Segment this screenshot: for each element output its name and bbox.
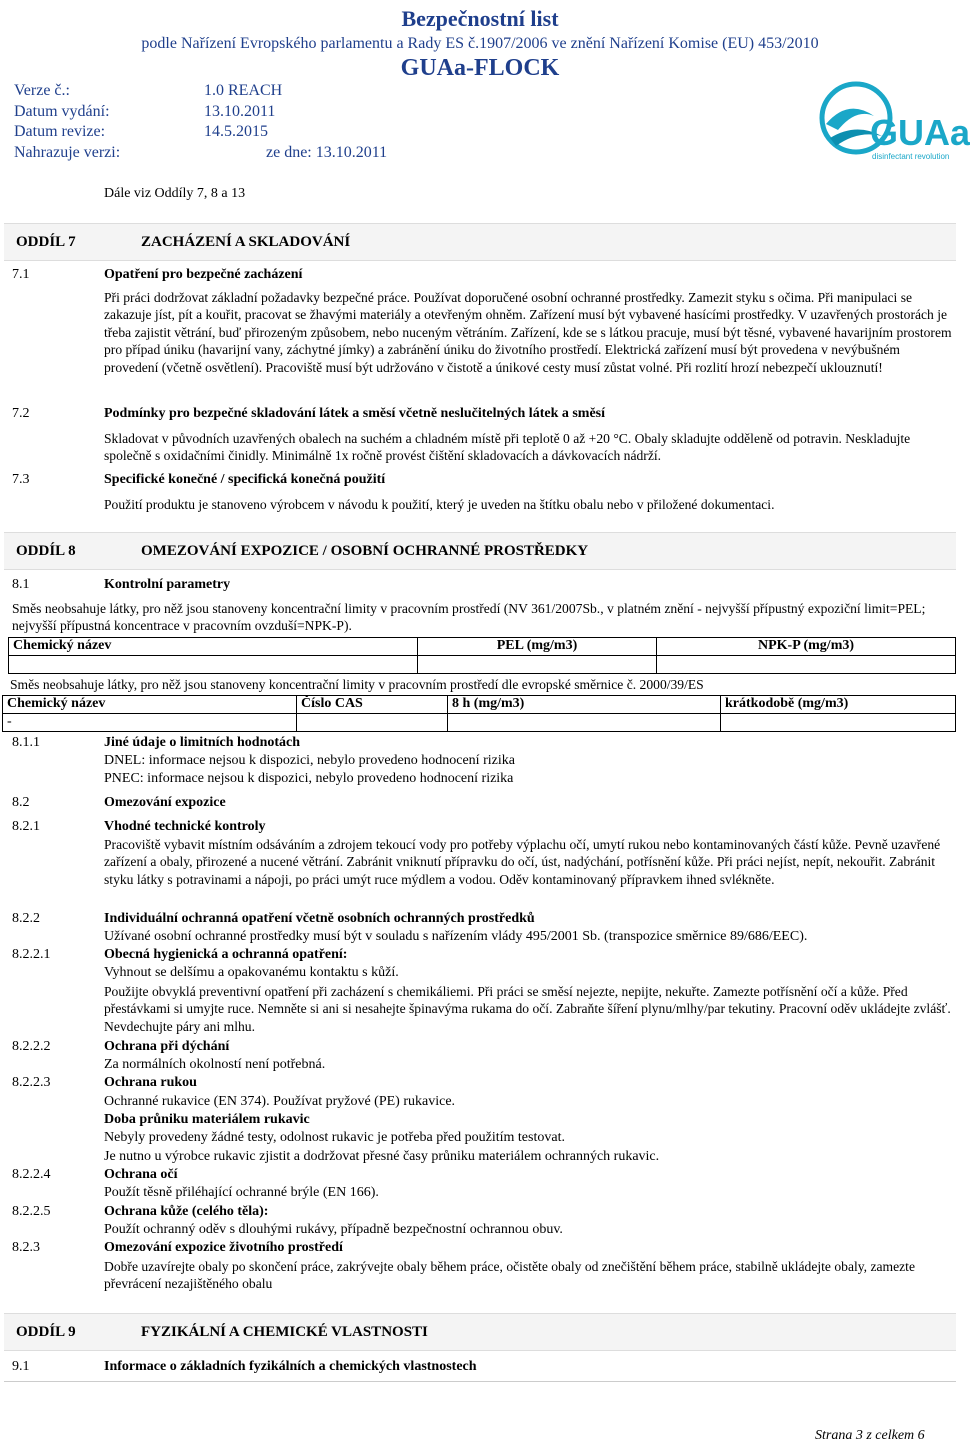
paragraph: Směs neobsahuje látky, pro něž jsou stanoveny koncentrační limity v pracovním prostředí (NV 361/2007Sb., v platném znění - nejvyšší přípustný expoziční limit=PEL; nejvyšší přípustná koncentrace v pracovním ovzduší=NPK-P). bbox=[12, 601, 926, 634]
divider bbox=[4, 1381, 956, 1382]
subsection-number: 8.2.2.1 bbox=[12, 947, 51, 962]
section-title: FYZIKÁLNÍ A CHEMICKÉ VLASTNOSTI bbox=[141, 1324, 428, 1340]
subsection-title: Individuální ochranná opatření včetně osobních ochranných prostředků bbox=[104, 911, 535, 926]
table-cell bbox=[448, 714, 721, 732]
table-row bbox=[3, 714, 956, 732]
subsection-title: Ochrana rukou bbox=[104, 1075, 197, 1090]
table-cell bbox=[297, 714, 448, 732]
page-footer: Strana 3 z celkem 6 bbox=[815, 1428, 925, 1443]
text-line: DNEL: informace nejsou k dispozici, nebylo provedeno hodnocení rizika bbox=[104, 753, 515, 768]
table-header-row bbox=[9, 638, 956, 656]
table-cell bbox=[9, 656, 418, 674]
subsection-title: Omezování expozice bbox=[104, 795, 226, 810]
company-logo bbox=[808, 78, 970, 166]
table-row bbox=[9, 656, 956, 674]
pel-table bbox=[8, 637, 956, 674]
paragraph: Použijte obvyklá preventivní opatření při zacházení s chemikáliemi. Při práci se směsí nejezte, nepijte, nekuřte. Zamezte potřísnění očí a kůže. Před přestávkami si umyjte ruce. Nemněte si ani si nesahejte špinavýma rukama do očí. Zabraňte šíření plynu/mlhy/par tekutiny. Pracovní oděv ukládejte zvlášť. Nevdechujte páry ani mlhu. bbox=[104, 984, 951, 1034]
subsection-number: 8.1 bbox=[12, 577, 30, 592]
version-value: 1.0 REACH bbox=[204, 82, 283, 99]
table-header-cell: NPK-P (mg/m3) bbox=[657, 638, 956, 656]
logo-tagline: disinfectant revolution bbox=[872, 152, 950, 161]
section-title: ZACHÁZENÍ A SKLADOVÁNÍ bbox=[141, 234, 351, 250]
section-number: ODDÍL 8 bbox=[16, 543, 76, 559]
subsection-title: Informace o základních fyzikálních a chemických vlastnostech bbox=[104, 1359, 477, 1374]
subsection-number: 8.2.2.2 bbox=[12, 1039, 51, 1054]
document-title: Bezpečnostní list bbox=[401, 6, 559, 31]
subsection-title: Ochrana kůže (celého těla): bbox=[104, 1204, 269, 1219]
revised-value: 14.5.2015 bbox=[204, 123, 268, 140]
subsection-number: 8.2.3 bbox=[12, 1240, 40, 1255]
subsection-title: Opatření pro bezpečné zacházení bbox=[104, 267, 303, 282]
section-9-header bbox=[4, 1313, 956, 1351]
replaces-value: ze dne: 13.10.2011 bbox=[266, 144, 388, 161]
subsection-number: 7.1 bbox=[12, 267, 30, 282]
table-cell bbox=[418, 656, 657, 674]
subsection-title: Jiné údaje o limitních hodnotách bbox=[104, 735, 301, 750]
table-header-cell: Chemický název bbox=[9, 638, 418, 656]
issued-label: Datum vydání: bbox=[14, 103, 110, 120]
subsection-number: 7.2 bbox=[12, 406, 30, 421]
subheading: Doba průniku materiálem rukavic bbox=[104, 1112, 310, 1127]
text-line: Použít těsně přiléhající ochranné brýle (EN 166). bbox=[104, 1185, 379, 1200]
table-header-cell: Chemický název bbox=[3, 696, 297, 714]
subsection-title: Vhodné technické kontroly bbox=[104, 819, 266, 834]
paragraph: Skladovat v původních uzavřených obalech na suchém a chladném místě při teplotě 0 až +20 °C. Obaly skladujte odděleně od potravin. Neskladujte společně s oxidačními činidly. Minimálně 1x ročně provést čištění skladovacích a dávkovacích nádrží. bbox=[104, 431, 911, 464]
product-name: GUAa-FLOCK bbox=[400, 55, 560, 81]
text-line: Použít ochranný oděv s dlouhými rukávy, případně bezpečnostní ochrannou obuv. bbox=[104, 1222, 563, 1237]
text-line: PNEC: informace nejsou k dispozici, nebylo provedeno hodnocení rizika bbox=[104, 771, 514, 786]
section-8-header bbox=[4, 532, 956, 570]
replaces-label: Nahrazuje verzi: bbox=[14, 144, 121, 161]
issued-value: 13.10.2011 bbox=[204, 103, 276, 120]
text-line: Ochranné rukavice (EN 374). Používat pryžové (PE) rukavice. bbox=[104, 1094, 456, 1109]
subsection-title: Podmínky pro bezpečné skladování látek a směsí včetně neslučitelných látek a směsí bbox=[104, 406, 606, 421]
section-number: ODDÍL 9 bbox=[16, 1324, 76, 1340]
subsection-title: Kontrolní parametry bbox=[104, 577, 231, 592]
text-line: Nebyly provedeny žádné testy, odolnost rukavic je potřeba před použitím testovat. bbox=[104, 1130, 565, 1145]
paragraph: Pracoviště vybavit místním odsáváním a zdrojem tekoucí vody pro potřeby výplachu očí, umytí rukou nebo kontaminovaných částí kůže. Pevně uzavřené zařízení a obaly, přirozené a nucené větrání. Zabránit vniknutí přípravku do očí, úst, nadýchání, potřísnění kůže. Při práci nejíst, nepít, nekouřit. Zabránit styku látky s potravinami a nápoji, po práci umýt ruce mýdlem a vodou. Oděv kontaminovaný přípravkem ihned svlékněte. bbox=[104, 837, 941, 887]
eu-limits-note: Směs neobsahuje látky, pro něž jsou stanoveny koncentrační limity v pracovním prostředí dle evropské směrnice č. 2000/39/ES bbox=[10, 677, 704, 692]
table-header-row bbox=[3, 696, 956, 714]
text-line: Vyhnout se delšímu a opakovanému kontaktu s kůží. bbox=[104, 965, 399, 980]
subsection-title: Ochrana očí bbox=[104, 1167, 178, 1182]
table-cell bbox=[721, 714, 956, 732]
subsection-title: Obecná hygienická a ochranná opatření: bbox=[104, 947, 348, 962]
section-7-header bbox=[4, 223, 956, 261]
paragraph: Dobře uzavírejte obaly po skončení práce, zakrývejte obaly během práce, očistěte obaly od znečištění během práce, stabilně ukládejte obaly, zamezte převrácení nezajištěného obalu bbox=[104, 1259, 915, 1292]
table-header-cell: PEL (mg/m3) bbox=[418, 638, 657, 656]
table-cell: - bbox=[3, 714, 297, 732]
paragraph: Použití produktu je stanoveno výrobcem v návodu k použití, který je uveden na štítku obalu nebo v přiložené dokumentaci. bbox=[104, 497, 775, 512]
subsection-number: 8.2.2.4 bbox=[12, 1167, 51, 1182]
text-line: Užívané osobní ochranné prostředky musí být v souladu s nařízením vlády 495/2001 Sb. (transpozice směrnice 89/686/EEC). bbox=[104, 929, 808, 944]
table-header-cell: 8 h (mg/m3) bbox=[448, 696, 721, 714]
subsection-title: Specifické konečné / specifická konečná použití bbox=[104, 472, 386, 487]
text-line: Je nutno u výrobce rukavic zjistit a dodržovat přesné časy průniku materiálem ochranných rukavic. bbox=[104, 1149, 660, 1164]
subsection-number: 8.2 bbox=[12, 795, 30, 810]
section-title: OMEZOVÁNÍ EXPOZICE / OSOBNÍ OCHRANNÉ PROSTŘEDKY bbox=[141, 543, 589, 559]
subsection-number: 8.2.2 bbox=[12, 911, 40, 926]
table-cell bbox=[657, 656, 956, 674]
paragraph: Při práci dodržovat základní požadavky bezpečné práce. Používat doporučené osobní ochranné prostředky. Zamezit styku s očima. Při manipulaci se zakazuje jíst, pít a kouřit, pracovat se žhavými materiály a otevřeným ohněm. Zařízení musí být vybavené hasícími prostředky. V uzavřených prostorách je třeba zajistit větrání, buď přirozeným způsobem, nebo nuceným větráním. Zařízení, kde se s látkou pracuje, musí být těsné, vybavené havarijním prostorem pro případ úniku (havarijní vany, záchytné jímky) a zabránění úniku do životního prostředí. Elektrická zařízení musí být provedena v nevýbušném provedení (včetně osvětlení). Pracoviště musí být udržováno v čistotě a únikové cesty musí zůstat volné. Při rozlití hrozí nebezpečí uklouznutí! bbox=[104, 290, 952, 375]
subsection-title: Omezování expozice životního prostředí bbox=[104, 1240, 343, 1255]
subsection-number: 8.2.2.3 bbox=[12, 1075, 51, 1090]
subsection-number: 8.2.2.5 bbox=[12, 1204, 51, 1219]
subsection-number: 7.3 bbox=[12, 472, 30, 487]
see-also-note: Dále viz Oddíly 7, 8 a 13 bbox=[104, 186, 246, 201]
subsection-number: 8.1.1 bbox=[12, 735, 40, 750]
subsection-number: 9.1 bbox=[12, 1359, 30, 1374]
subsection-number: 8.2.1 bbox=[12, 819, 40, 834]
text-line: Za normálních okolností není potřebná. bbox=[104, 1057, 326, 1072]
subsection-title: Ochrana při dýchání bbox=[104, 1039, 230, 1054]
logo-wordmark: GUAa bbox=[870, 112, 970, 153]
table-header-cell: krátkodobě (mg/m3) bbox=[721, 696, 956, 714]
regulation-subtitle: podle Nařízení Evropského parlamentu a Rady ES č.1907/2006 ve znění Nařízení Komise (EU) 453/2010 bbox=[141, 35, 819, 52]
revised-label: Datum revize: bbox=[14, 123, 106, 140]
eu-limits-table bbox=[2, 695, 956, 732]
table-header-cell: Číslo CAS bbox=[297, 696, 448, 714]
section-number: ODDÍL 7 bbox=[16, 234, 76, 250]
version-label: Verze č.: bbox=[14, 82, 70, 99]
